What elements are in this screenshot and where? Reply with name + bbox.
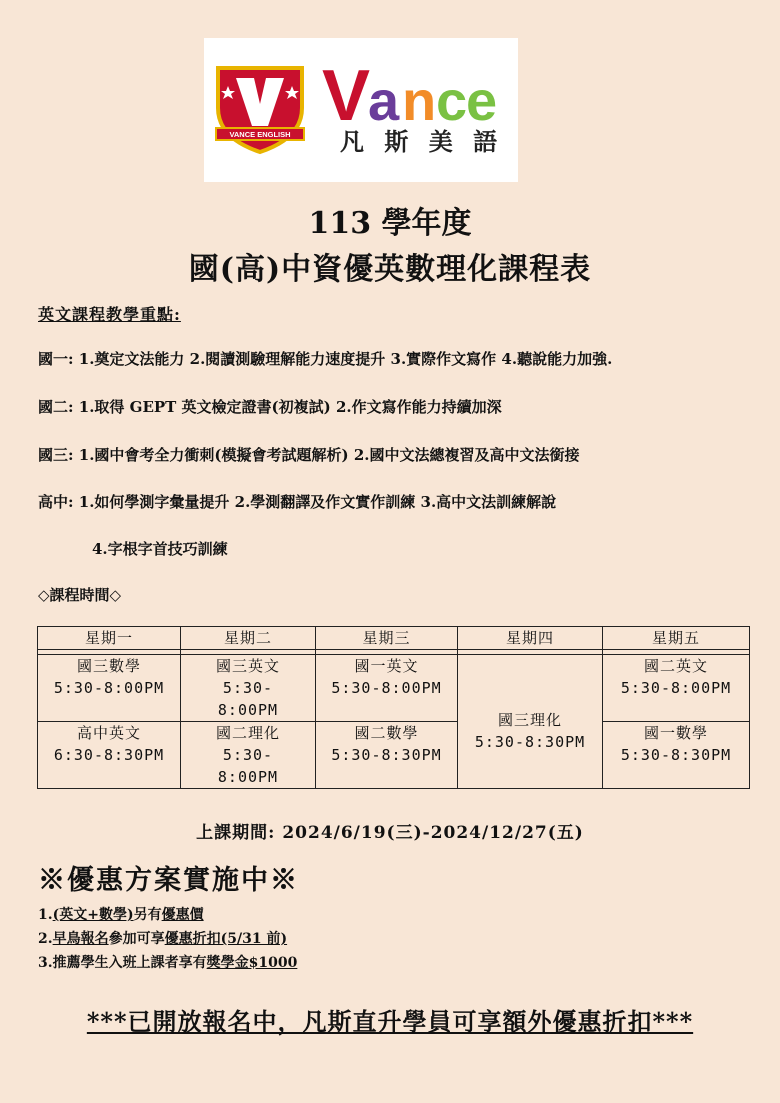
svg-text:n: n (402, 69, 437, 132)
day-wed: 星期三 (316, 627, 458, 650)
cell-mon-2: 高中英文 6:30-8:30PM (38, 722, 181, 789)
cell-thu: 國三理化 5:30-8:30PM (458, 655, 603, 789)
day-mon: 星期一 (38, 627, 181, 650)
table-row (38, 722, 750, 789)
goal-grade8: 國二: 1.取得 GEPT 英文檢定證書(初複試) 2.作文寫作能力持續加深 (38, 398, 502, 416)
svg-text:e: e (466, 69, 498, 132)
schedule-table (37, 626, 750, 789)
course-period: 上課期間: 2024/6/19(三)-2024/12/27(五) (196, 823, 584, 843)
cell-fri-2: 國一數學 5:30-8:30PM (603, 722, 750, 789)
table-row (38, 655, 750, 722)
svg-text:a: a (368, 69, 400, 132)
goal-grade7: 國一: 1.奠定文法能力 2.閱讀測驗理解能力速度提升 3.實際作文寫作 4.聽說能力加強. (38, 350, 613, 368)
table-header-row (38, 627, 750, 650)
goal-grade9: 國三: 1.國中會考全力衝刺(模擬會考試題解析) 2.國中文法總複習及高中文法銜接 (38, 446, 580, 464)
promo-item-1: 1.(英文+數學)另有優惠價 (38, 907, 204, 923)
day-tue: 星期二 (181, 627, 316, 650)
schedule-heading: ◇課程時間◇ (38, 586, 122, 604)
cell-wed-1: 國一英文 5:30-8:00PM (316, 655, 458, 722)
brand-chinese-name: 凡 斯 美 語 (340, 128, 504, 156)
promo-title: ※優惠方案實施中※ (38, 865, 299, 896)
title-main: 國(高)中資優英數理化課程表 (188, 252, 592, 287)
promo-item-3: 3.推薦學生入班上課者享有獎學金$1000 (38, 955, 298, 971)
day-thu: 星期四 (458, 627, 603, 650)
vance-shield-logo (210, 56, 310, 156)
cell-tue-2: 國二理化 5:30- 8:00PM (181, 722, 316, 789)
day-fri: 星期五 (603, 627, 750, 650)
goal-highschool-cont: 4.字根字首技巧訓練 (92, 540, 228, 558)
cell-fri-1: 國二英文 5:30-8:00PM (603, 655, 750, 722)
cell-tue-1: 國三英文 5:30- 8:00PM (181, 655, 316, 722)
shield-text: VANCE ENGLISH (229, 130, 291, 139)
svg-text:V: V (322, 56, 371, 136)
cell-wed-2: 國二數學 5:30-8:30PM (316, 722, 458, 789)
goals-heading: 英文課程教學重點: (38, 305, 181, 324)
goal-highschool: 高中: 1.如何學測字彙量提升 2.學測翻譯及作文實作訓練 3.高中文法訓練解說 (38, 493, 557, 511)
cell-mon-1: 國三數學 5:30-8:00PM (38, 655, 181, 722)
logo-panel (204, 38, 518, 182)
svg-text:c: c (436, 69, 468, 132)
enrollment-banner: ***已開放報名中，凡斯直升學員可享額外優惠折扣*** (86, 1007, 694, 1036)
title-year: 113 學年度 (308, 206, 472, 241)
promo-item-2: 2.早鳥報名參加可享優惠折扣(5/31 前) (38, 931, 288, 947)
